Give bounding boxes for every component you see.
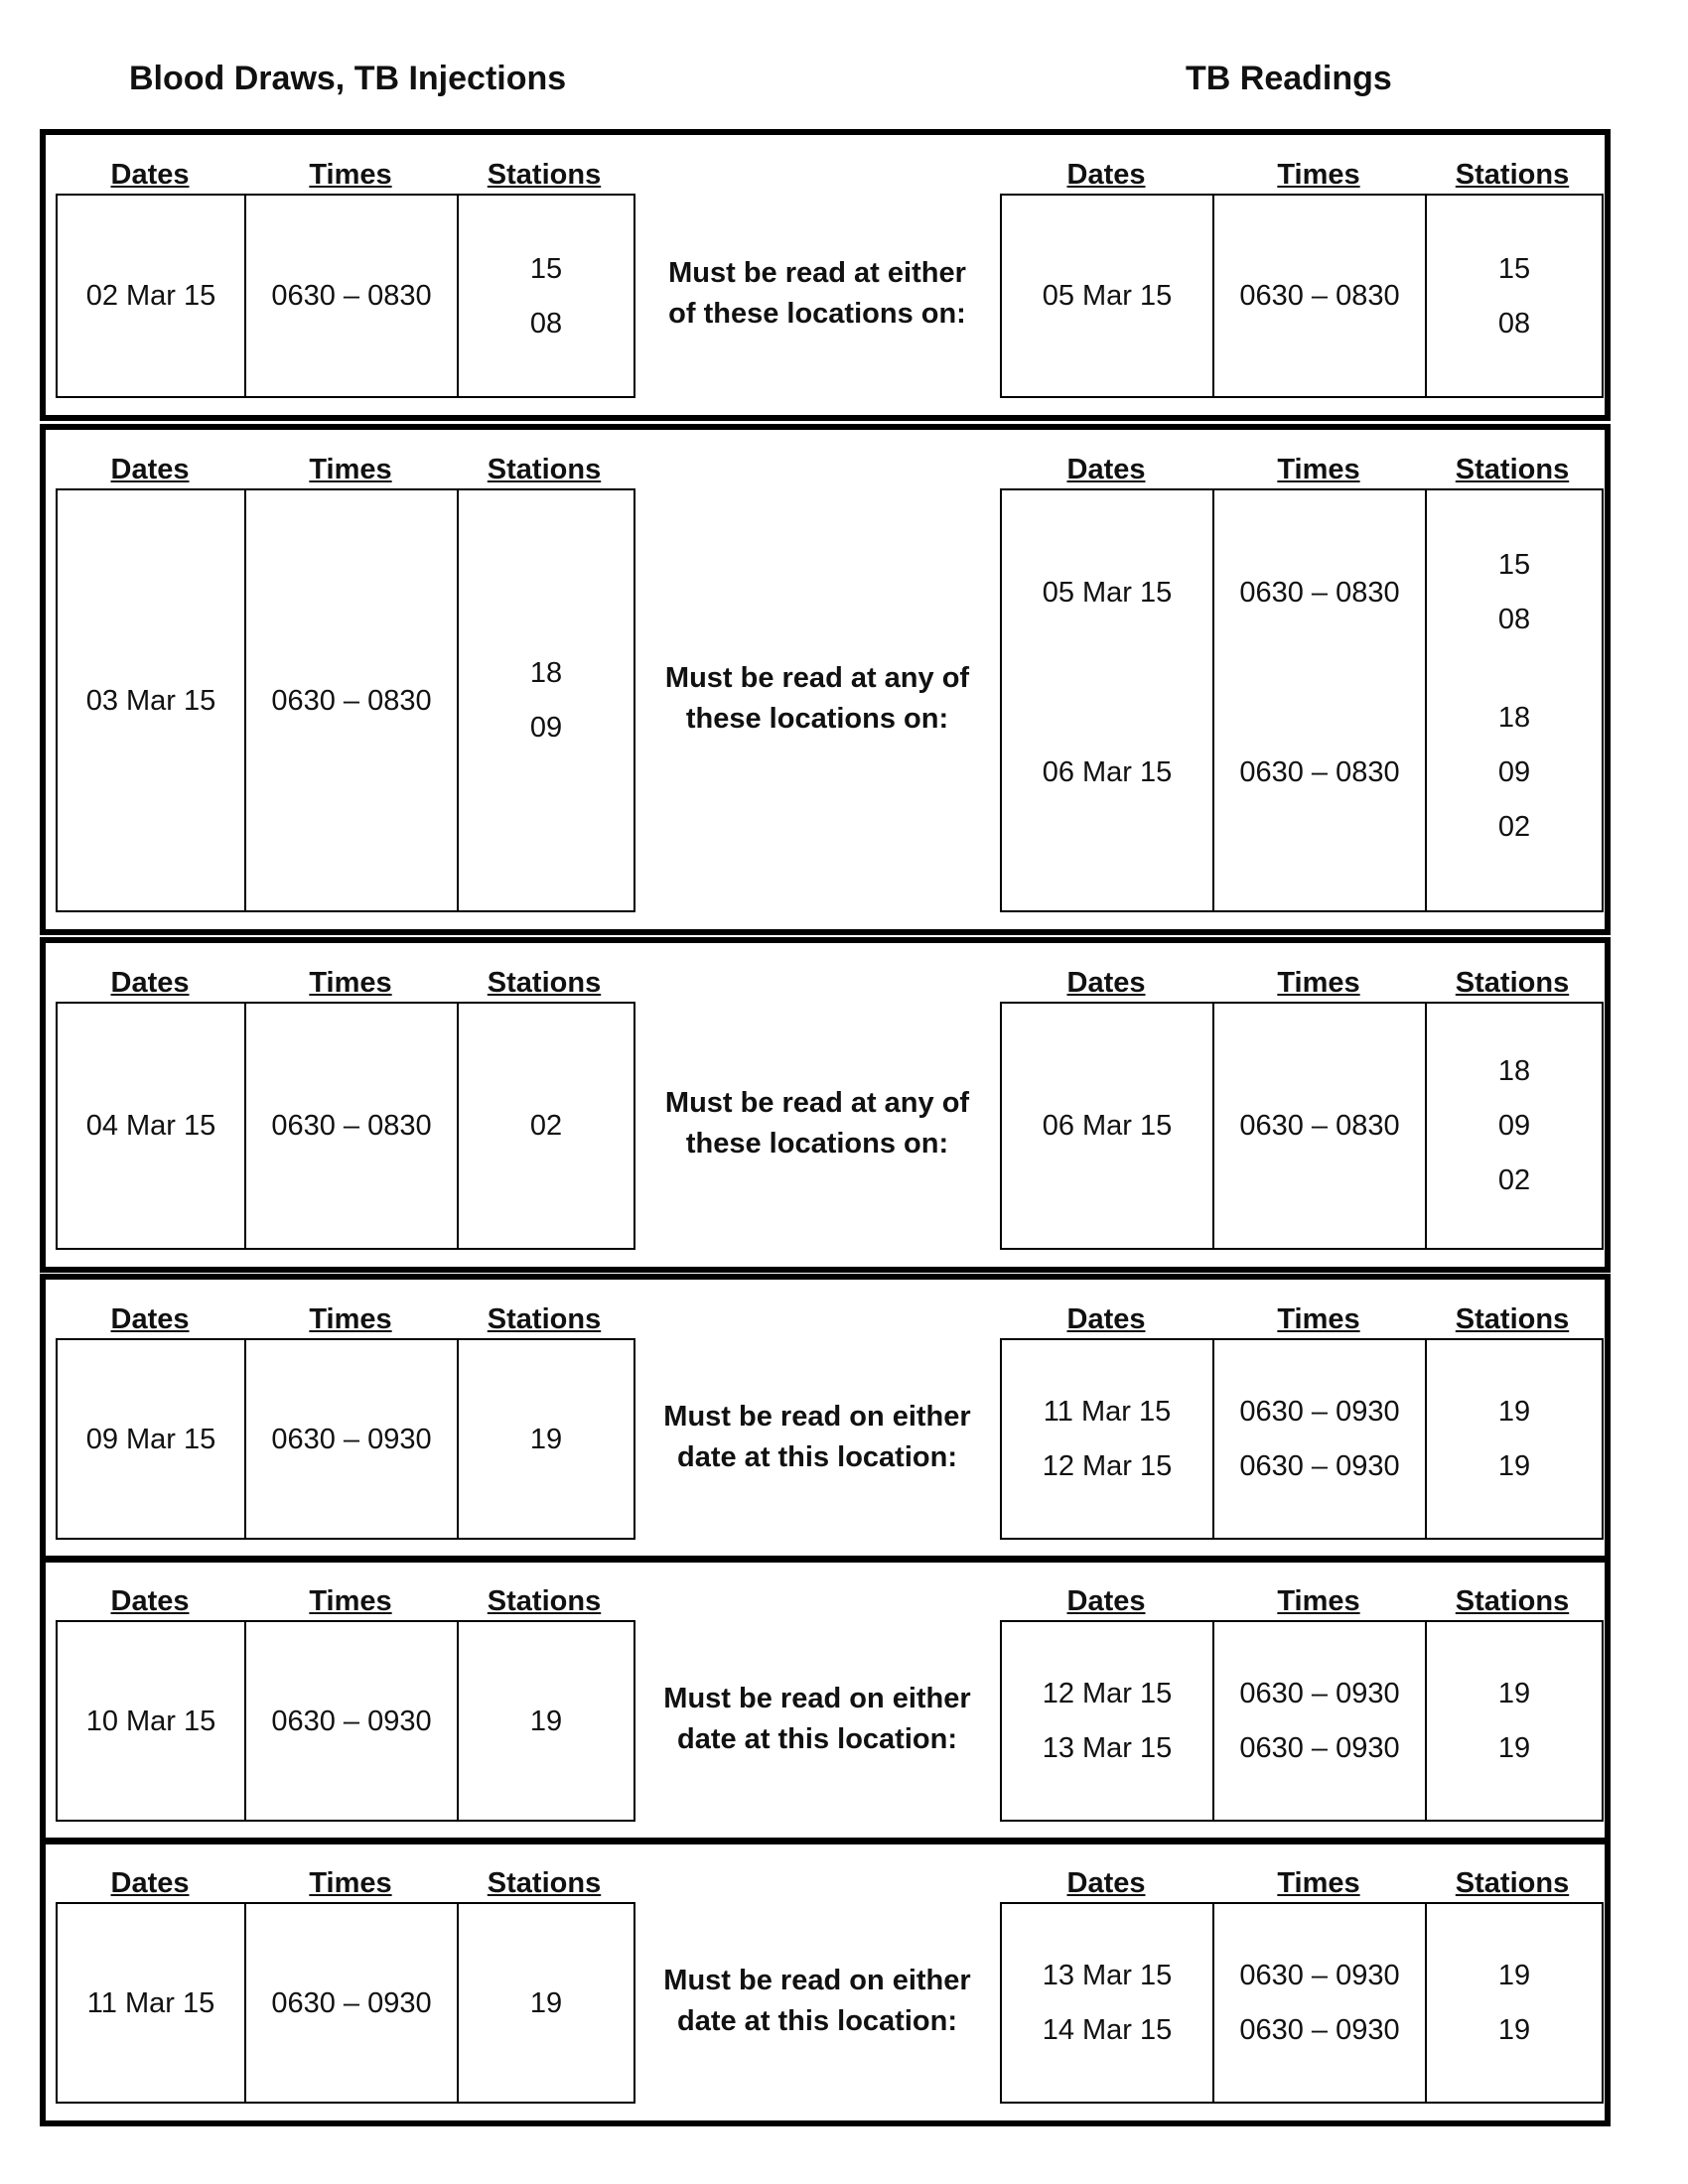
reading-date-cell [1002,1340,1214,1538]
reading-stations-cell [1427,1340,1602,1538]
instruction-line: date at this location: [677,1440,957,1473]
reading-station: 19 [1497,1732,1531,1764]
tb-reading-table [1000,194,1604,398]
reading-time-cell [1214,1004,1427,1248]
reading-station: 08 [1497,307,1531,340]
draw-date: 09 Mar 15 [85,1423,216,1455]
blood-draw-table [56,1338,635,1540]
draw-stations-cell [459,196,633,396]
reading-time: 0630 – 0930 [1239,1678,1400,1709]
draw-time: 0630 – 0930 [271,1423,432,1455]
reading-station: 09 [1497,1110,1531,1142]
reading-station: 15 [1497,252,1531,285]
reading-dates-header: Dates [1066,1303,1146,1335]
reading-time-cell [1214,1340,1427,1538]
reading-date: 05 Mar 15 [1042,576,1173,609]
reading-stations-cell [1427,490,1602,910]
instruction-line: these locations on: [685,702,949,735]
reading-stations-cell [1427,1004,1602,1248]
draw-date: 10 Mar 15 [85,1705,216,1737]
blood-draw-table [56,194,635,398]
reading-time-cell [1214,1622,1427,1820]
reading-stations-cell [1427,1904,1602,2102]
reading-time: 0630 – 0930 [1239,1732,1400,1764]
draw-date-cell [58,1004,246,1248]
draw-dates-header: Dates [110,159,190,191]
reading-dates-header: Dates [1066,454,1146,485]
draw-stations-cell [459,490,633,910]
draw-time-cell [246,196,459,396]
reading-times-header: Times [1277,1585,1360,1617]
reading-stations-header: Stations [1455,967,1570,999]
instruction-line: these locations on: [685,1128,949,1160]
draw-time: 0630 – 0830 [271,684,432,717]
reading-station: 09 [1497,756,1531,789]
draw-times-header: Times [309,159,392,191]
draw-date: 03 Mar 15 [85,684,216,717]
schedule-block [40,1556,1611,1844]
draw-times-header: Times [309,967,392,999]
reading-instruction [619,658,1016,740]
draw-station: 18 [529,657,563,689]
instruction-line: date at this location: [677,2004,957,2037]
reading-date-cell [1002,490,1214,910]
blood-draw-table [56,488,635,912]
reading-instruction [619,1679,1016,1760]
instruction-line: Must be read on either [663,1964,971,1996]
reading-time-cell [1214,490,1427,910]
reading-station: 08 [1497,604,1531,636]
reading-instruction [619,1397,1016,1478]
draw-date-cell [58,1622,246,1820]
draw-stations-header: Stations [487,1585,602,1617]
reading-station: 18 [1497,702,1531,735]
reading-time: 0630 – 0930 [1239,1450,1400,1482]
draw-stations-cell [459,1004,633,1248]
draw-date-cell [58,1904,246,2102]
tb-reading-table [1000,1338,1604,1540]
instruction-line: date at this location: [677,1722,957,1755]
draw-dates-header: Dates [110,1585,190,1617]
reading-dates-header: Dates [1066,1867,1146,1899]
reading-station: 19 [1497,2014,1531,2046]
reading-date: 12 Mar 15 [1042,1678,1173,1709]
reading-times-header: Times [1277,1867,1360,1899]
draw-station: 02 [529,1110,563,1142]
draw-stations-header: Stations [487,1867,602,1899]
draw-time-cell [246,490,459,910]
reading-dates-header: Dates [1066,1585,1146,1617]
reading-instruction [619,1961,1016,2042]
reading-station: 19 [1497,1960,1531,1991]
tb-reading-table [1000,1002,1604,1250]
reading-times-header: Times [1277,1303,1360,1335]
reading-stations-header: Stations [1455,1303,1570,1335]
reading-date-cell [1002,1904,1214,2102]
reading-date: 06 Mar 15 [1042,756,1173,789]
reading-station: 02 [1497,811,1531,844]
instruction-line: Must be read on either [663,1400,971,1433]
draw-dates-header: Dates [110,1303,190,1335]
reading-times-header: Times [1277,967,1360,999]
draw-dates-header: Dates [110,967,190,999]
reading-station: 19 [1497,1450,1531,1482]
reading-stations-header: Stations [1455,159,1570,191]
draw-stations-header: Stations [487,967,602,999]
reading-stations-header: Stations [1455,1585,1570,1617]
draw-stations-header: Stations [487,159,602,191]
reading-station: 15 [1497,549,1531,582]
reading-station: 02 [1497,1164,1531,1196]
blood-draw-table [56,1620,635,1822]
draw-station: 09 [529,712,563,744]
reading-time-cell [1214,196,1427,396]
blood-draws-heading: Blood Draws, TB Injections [129,60,567,97]
reading-instruction [619,1083,1016,1164]
reading-time: 0630 – 0830 [1239,756,1400,789]
draw-time-cell [246,1004,459,1248]
reading-date-cell [1002,1622,1214,1820]
reading-date: 14 Mar 15 [1042,2014,1173,2046]
draw-times-header: Times [309,1585,392,1617]
draw-date-cell [58,490,246,910]
instruction-line: Must be read on either [663,1682,971,1714]
draw-stations-header: Stations [487,1303,602,1335]
draw-times-header: Times [309,1867,392,1899]
reading-date: 05 Mar 15 [1042,280,1173,312]
draw-time: 0630 – 0830 [271,280,432,312]
reading-time-cell [1214,1904,1427,2102]
reading-instruction [619,253,1016,335]
reading-dates-header: Dates [1066,159,1146,191]
draw-station: 19 [529,1705,563,1737]
schedule-block [40,1838,1611,2126]
reading-station: 19 [1497,1396,1531,1428]
tb-reading-table [1000,488,1604,912]
reading-times-header: Times [1277,159,1360,191]
draw-date-cell [58,196,246,396]
draw-stations-cell [459,1622,633,1820]
schedule-block [40,1274,1611,1563]
reading-stations-header: Stations [1455,1867,1570,1899]
draw-dates-header: Dates [110,454,190,485]
draw-times-header: Times [309,454,392,485]
draw-station: 15 [529,252,563,285]
reading-time: 0630 – 0830 [1239,576,1400,609]
draw-stations-cell [459,1340,633,1538]
reading-station: 18 [1497,1055,1531,1087]
draw-time-cell [246,1340,459,1538]
tb-reading-table [1000,1902,1604,2104]
draw-date: 04 Mar 15 [85,1110,216,1142]
draw-station: 19 [529,1986,563,2019]
reading-date: 13 Mar 15 [1042,1732,1173,1764]
tb-readings-heading: TB Readings [1186,60,1392,97]
draw-date: 11 Mar 15 [86,1986,215,2019]
reading-times-header: Times [1277,454,1360,485]
reading-dates-header: Dates [1066,967,1146,999]
draw-stations-header: Stations [487,454,602,485]
draw-time-cell [246,1622,459,1820]
schedule-block [40,937,1611,1273]
reading-stations-header: Stations [1455,454,1570,485]
reading-date: 11 Mar 15 [1043,1396,1172,1428]
draw-station: 08 [529,307,563,340]
schedule-block [40,129,1611,421]
reading-stations-cell [1427,1622,1602,1820]
draw-date-cell [58,1340,246,1538]
reading-date-cell [1002,1004,1214,1248]
reading-station: 19 [1497,1678,1531,1709]
instruction-line: Must be read at any of [664,1087,970,1119]
instruction-line: Must be read at either [668,257,966,289]
draw-times-header: Times [309,1303,392,1335]
draw-station: 19 [529,1423,563,1455]
reading-time: 0630 – 0930 [1239,2014,1400,2046]
draw-date: 02 Mar 15 [85,280,216,312]
reading-date: 06 Mar 15 [1042,1110,1173,1142]
reading-time: 0630 – 0930 [1239,1396,1400,1428]
reading-date: 13 Mar 15 [1042,1960,1173,1991]
reading-stations-cell [1427,196,1602,396]
reading-time: 0630 – 0930 [1239,1960,1400,1991]
draw-time: 0630 – 0930 [271,1986,432,2019]
schedule-block [40,424,1611,935]
draw-dates-header: Dates [110,1867,190,1899]
draw-time-cell [246,1904,459,2102]
instruction-line: Must be read at any of [664,661,970,694]
draw-time: 0630 – 0930 [271,1705,432,1737]
instruction-line: of these locations on: [668,298,966,330]
reading-date-cell [1002,196,1214,396]
blood-draw-table [56,1002,635,1250]
draw-stations-cell [459,1904,633,2102]
reading-time: 0630 – 0830 [1239,1110,1400,1142]
draw-time: 0630 – 0830 [271,1110,432,1142]
reading-date: 12 Mar 15 [1042,1450,1173,1482]
blood-draw-table [56,1902,635,2104]
tb-reading-table [1000,1620,1604,1822]
reading-time: 0630 – 0830 [1239,280,1400,312]
